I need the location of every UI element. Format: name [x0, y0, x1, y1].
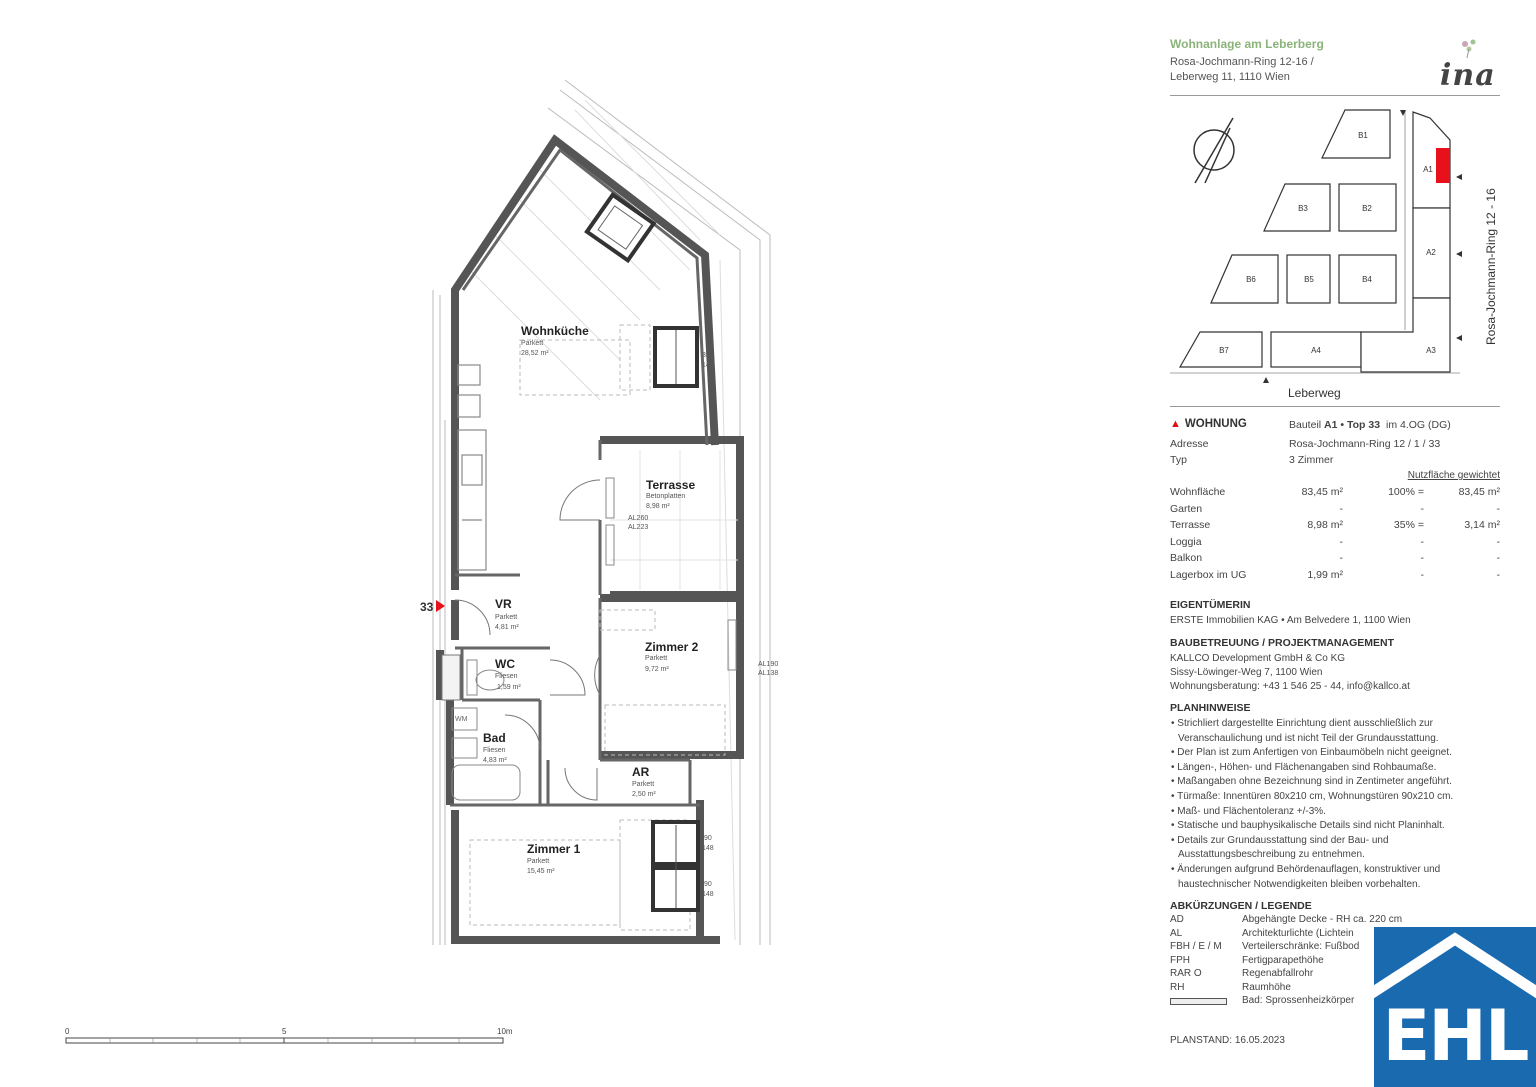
terrace-bench	[606, 478, 614, 518]
area-percent: -	[1420, 569, 1424, 581]
area-value: 8,98 m²	[1307, 519, 1343, 532]
svg-text:0: 0	[65, 1027, 70, 1036]
notes-title: PLANHINWEISE	[1170, 702, 1251, 714]
ehl-logo	[1374, 927, 1536, 1087]
flower-logo-icon	[1455, 34, 1485, 59]
project-name: Wohnanlage am Leberberg	[1170, 37, 1324, 51]
window-dim: 148	[702, 362, 714, 369]
area-weighted: -	[1496, 535, 1500, 548]
window-dim: 335	[702, 352, 714, 359]
address-label: Adresse	[1170, 438, 1209, 450]
address-value: Rosa-Jochmann-Ring 12 / 1 / 33	[1289, 438, 1441, 450]
room-name: WC	[495, 657, 515, 671]
area-row	[1170, 536, 1500, 552]
legend-value: Fertigparapethöhe	[1242, 954, 1324, 966]
room-floor: Parkett	[527, 858, 550, 865]
legend-key: RH	[1170, 981, 1185, 993]
area-weighted: -	[1496, 502, 1500, 515]
al-label: AL223	[628, 524, 649, 531]
bauteil-label: Bauteil	[1289, 419, 1322, 431]
room-area: 1,59 m²	[497, 684, 521, 691]
unit-highlight	[1436, 148, 1450, 183]
area-label: Lagerbox im UG	[1170, 569, 1247, 581]
area-row	[1170, 519, 1500, 535]
notes-list	[1170, 717, 1505, 892]
svg-text:B5: B5	[1304, 275, 1314, 284]
note-item: • Der Plan ist zum Anfertigen von Einbaumöbeln nicht geeignet.	[1171, 747, 1452, 759]
site-plan	[1170, 100, 1505, 405]
room-floor: Parkett	[645, 655, 668, 662]
note-item: • Längen-, Höhen- und Flächenangaben sind Rohbaumaße.	[1171, 761, 1437, 773]
svg-text:A4: A4	[1311, 346, 1321, 355]
area-label: Balkon	[1170, 552, 1203, 565]
room-name: Bad	[483, 731, 506, 745]
room-area: 2,50 m²	[632, 791, 656, 798]
type-value: 3 Zimmer	[1289, 454, 1334, 466]
terrace-storage	[606, 525, 614, 565]
area-row	[1170, 503, 1500, 519]
project-address-line2: Leberweg 11, 1110 Wien	[1170, 71, 1290, 83]
unit-heading: WOHNUNG	[1184, 418, 1247, 430]
room-area: 4,83 m²	[483, 757, 507, 764]
svg-text:B4: B4	[1362, 275, 1372, 284]
note-item: • Statische und bauphysikalische Details sind nicht Planinhalt.	[1171, 820, 1445, 832]
wm-label: WM	[455, 716, 468, 723]
entrance-number: 33	[420, 600, 434, 614]
legend-value: Abgehängte Decke - RH ca. 220 cm	[1242, 914, 1403, 925]
room-name: VR	[495, 597, 512, 611]
note-item: • Maßangaben ohne Bezeichnung sind in Zentimeter angeführt.	[1171, 776, 1452, 788]
window-dim: 148	[702, 845, 714, 852]
ina-logo: ina	[1440, 58, 1496, 93]
room-floor: Betonplatten	[646, 493, 686, 500]
area-percent: -	[1420, 535, 1424, 548]
svg-text:A2: A2	[1426, 248, 1436, 257]
area-value: -	[1339, 535, 1343, 548]
management-line3: Wohnungsberatung: +43 1 546 25 - 44, info@kallco.at	[1170, 681, 1410, 692]
note-item: • Türmaße: Innentüren 80x210 cm, Wohnungstüren 90x210 cm.	[1171, 790, 1454, 802]
owner-text: ERSTE Immobilien KAG • Am Belvedere 1, 1100 Wien	[1170, 615, 1411, 626]
management-line2: Sissy-Löwinger-Weg 7, 1100 Wien	[1170, 667, 1323, 678]
area-value: 83,45 m²	[1301, 486, 1343, 498]
area-value: -	[1339, 552, 1343, 565]
legend-key: RAR O	[1170, 968, 1202, 979]
area-percent: -	[1420, 502, 1424, 515]
skylight-windows	[587, 195, 698, 910]
legend-value: Architekturlichte (Lichtein	[1242, 927, 1354, 939]
area-label: Wohnfläche	[1170, 486, 1226, 498]
weighted-header: Nutzfläche gewichtet	[1407, 470, 1500, 481]
ehl-text: EHL	[1382, 995, 1528, 1077]
type-label: Typ	[1170, 454, 1187, 466]
radiator-legend-icon	[1170, 998, 1227, 1005]
room-name: Zimmer 2	[645, 640, 699, 654]
room-floor: Parkett	[495, 614, 518, 621]
al-label: AL260	[628, 515, 649, 522]
legend-title: ABKÜRZUNGEN / LEGENDE	[1170, 900, 1312, 912]
legend-value: Verteilerschränke: Fußbod	[1242, 941, 1360, 952]
legend-key: FPH	[1170, 954, 1190, 966]
room-area: 8,98 m²	[646, 503, 670, 510]
svg-text:A1: A1	[1423, 165, 1433, 174]
svg-text:5: 5	[282, 1027, 287, 1036]
svg-text:B1: B1	[1358, 131, 1368, 140]
al-label: AL138	[758, 670, 779, 677]
street-rosa-jochmann: Rosa-Jochmann-Ring 12 - 16	[1484, 188, 1498, 345]
svg-text:B2: B2	[1362, 204, 1372, 213]
floor-value: im 4.OG (DG)	[1385, 419, 1451, 431]
legend-key: AD	[1170, 914, 1184, 925]
room-area: 4,81 m²	[495, 624, 519, 631]
planstand: PLANSTAND: 16.05.2023	[1170, 1035, 1285, 1046]
window-dim: 90	[704, 881, 712, 888]
area-row	[1170, 486, 1500, 502]
area-weighted: -	[1496, 552, 1500, 565]
area-row	[1170, 552, 1500, 568]
room-area: 9,72 m²	[645, 666, 669, 673]
note-item: • Änderungen aufgrund Behördenauflagen, konstruktiver und haustechnischer Notwendigkeiten bleiben vorbehalten.	[1171, 863, 1441, 890]
area-label: Terrasse	[1170, 519, 1211, 532]
area-weighted: 3,14 m²	[1464, 519, 1500, 532]
warning-triangle-icon: ▲	[1170, 418, 1181, 430]
area-label: Loggia	[1170, 535, 1202, 548]
room-floor: Fliesen	[495, 673, 518, 680]
window-dim: 148	[702, 891, 714, 898]
bauteil-value: A1	[1324, 419, 1338, 431]
note-item: • Maß- und Flächentoleranz +/-3%.	[1171, 805, 1326, 817]
block-labels	[1219, 131, 1436, 355]
room-floor: Parkett	[632, 781, 655, 788]
area-weighted: 83,45 m²	[1458, 486, 1500, 498]
divider	[1170, 95, 1500, 96]
legend-key: FBH / E / M	[1170, 941, 1222, 952]
legend-value: Raumhöhe	[1242, 981, 1291, 993]
north-arrow-icon	[1194, 118, 1234, 183]
bullet: •	[1340, 419, 1345, 431]
al-label: AL190	[758, 661, 779, 668]
room-floor: Fliesen	[483, 747, 506, 754]
note-item: • Strichliert dargestellte Einrichtung dient ausschließlich zur Veranschaulichung und ist nicht Teil der Grundausstattung.	[1171, 718, 1439, 744]
svg-text:A3: A3	[1426, 346, 1436, 355]
management-line1: KALLCO Development GmbH & Co KG	[1170, 653, 1346, 664]
project-address-line1: Rosa-Jochmann-Ring 12-16 /	[1170, 56, 1314, 68]
legend-value: Bad: Sprossenheizkörper	[1242, 995, 1355, 1006]
room-area: 28,52 m²	[521, 350, 549, 357]
divider	[1170, 406, 1500, 407]
area-value: -	[1339, 502, 1343, 515]
owner-title: EIGENTÜMERIN	[1170, 599, 1251, 611]
area-percent: -	[1420, 552, 1424, 565]
kitchen-counter	[458, 365, 486, 570]
svg-text:B6: B6	[1246, 275, 1256, 284]
shaft	[442, 655, 460, 700]
area-row	[1170, 569, 1500, 585]
management-title: BAUBETREUUNG / PROJEKTMANAGEMENT	[1170, 637, 1395, 649]
room-floor: Parkett	[521, 340, 544, 347]
svg-text:B7: B7	[1219, 346, 1229, 355]
area-percent: 100% =	[1388, 486, 1424, 498]
area-percent: 35% =	[1393, 519, 1424, 532]
scale-bar	[65, 1027, 513, 1043]
street-leberweg: Leberweg	[1288, 386, 1341, 400]
svg-text:10m: 10m	[497, 1027, 513, 1036]
room-name: Zimmer 1	[527, 842, 581, 856]
area-label: Garten	[1170, 502, 1203, 515]
window-dim: 90	[704, 835, 712, 842]
room-name: Terrasse	[646, 478, 696, 492]
legend-key: AL	[1170, 927, 1183, 939]
room-name: Wohnküche	[521, 324, 589, 338]
legend-value: Regenabfallrohr	[1242, 968, 1314, 979]
top-number: Top 33	[1347, 419, 1381, 431]
svg-text:B3: B3	[1298, 204, 1308, 213]
area-value: 1,99 m²	[1307, 569, 1343, 581]
room-name: AR	[632, 765, 650, 779]
area-weighted: -	[1496, 569, 1500, 581]
room-area: 15,45 m²	[527, 868, 555, 875]
note-item: • Details zur Grundausstattung sind der Bau- und Ausstattungsbeschreibung zu entnehmen.	[1171, 834, 1389, 861]
